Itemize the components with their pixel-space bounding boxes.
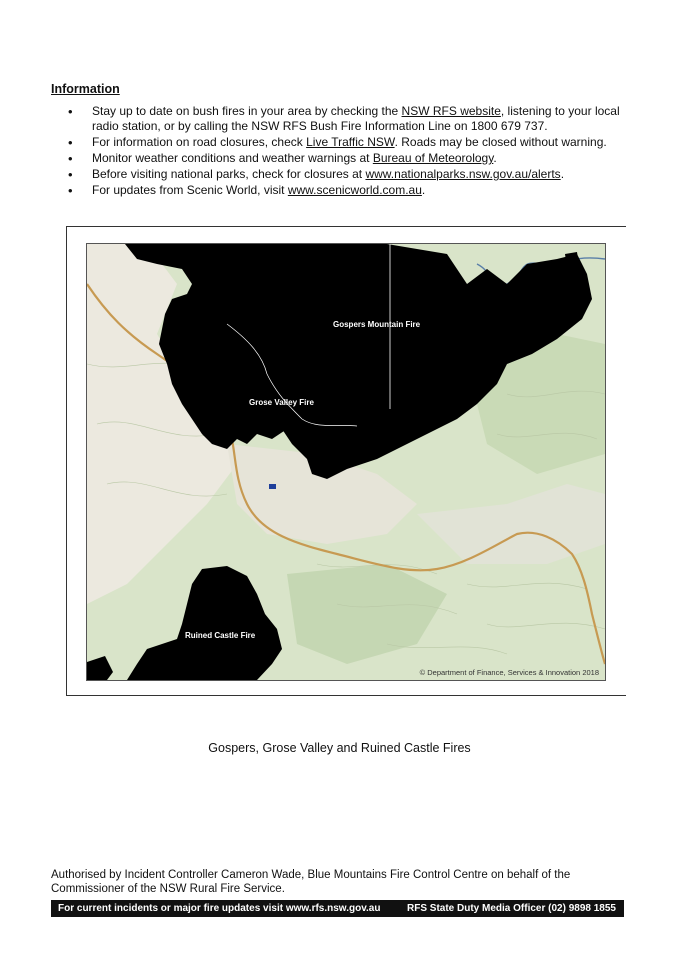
item-text: . bbox=[493, 151, 497, 165]
footer-bar bbox=[51, 900, 624, 917]
item-text: Before visiting national parks, check for closures at bbox=[92, 167, 366, 181]
bullet-icon: • bbox=[68, 151, 73, 166]
grose-valley-fire-label: Grose Valley Fire bbox=[249, 398, 314, 407]
bullet-icon: • bbox=[68, 135, 73, 150]
fire-map bbox=[86, 243, 606, 681]
item-text: For updates from Scenic World, visit bbox=[92, 183, 288, 197]
ruined-castle-fire-label: Ruined Castle Fire bbox=[185, 631, 256, 640]
item-text: Monitor weather conditions and weather warnings at bbox=[92, 151, 373, 165]
list-item bbox=[51, 183, 631, 198]
item-text: . bbox=[421, 183, 426, 197]
live-traffic-link[interactable]: Live Traffic NSW bbox=[306, 135, 395, 149]
item-text: , listening to your local radio station, or by calling the NSW RFS Bush Fire Information Line on 1800 679 737. bbox=[92, 104, 620, 133]
map-caption: Gospers, Grose Valley and Ruined Castle Fires bbox=[208, 741, 471, 755]
bureau-of-meteorology-link[interactable]: Bureau of Meteorology bbox=[372, 151, 494, 165]
information-heading: Information bbox=[51, 82, 120, 96]
item-text: For information on road closures, check bbox=[92, 135, 307, 149]
bullet-icon: • bbox=[68, 183, 73, 198]
gospers-mountain-fire-label: Gospers Mountain Fire bbox=[333, 320, 421, 329]
list-item bbox=[51, 104, 631, 134]
information-list bbox=[51, 104, 631, 199]
nsw-rfs-website-link[interactable]: NSW RFS website bbox=[401, 104, 501, 118]
fire-map-graphic bbox=[87, 244, 605, 680]
list-item bbox=[51, 135, 631, 150]
bullet-icon: • bbox=[68, 104, 73, 119]
fire-spot bbox=[565, 252, 579, 268]
incident-updates-text: For current incidents or major fire updates visit www.rfs.nsw.gov.au bbox=[58, 903, 381, 914]
national-parks-alerts-link[interactable]: www.nationalparks.nsw.gov.au/alerts bbox=[365, 167, 561, 181]
bullet-icon: • bbox=[68, 167, 73, 182]
list-item bbox=[51, 167, 631, 182]
location-marker-icon bbox=[269, 484, 276, 489]
map-copyright: © Department of Finance, Services & Innovation 2018 bbox=[419, 668, 599, 677]
item-text: Stay up to date on bush fires in your area by checking the bbox=[92, 104, 402, 118]
authorisation-note: Authorised by Incident Controller Cameron Wade, Blue Mountains Fire Control Centre on behalf of the Commissioner of the NSW Rural Fire Service. bbox=[51, 869, 571, 895]
scenic-world-link[interactable]: www.scenicworld.com.au bbox=[287, 183, 422, 197]
media-officer-text: RFS State Duty Media Officer (02) 9898 1855 bbox=[407, 903, 616, 914]
item-text: . bbox=[560, 167, 565, 181]
list-item bbox=[51, 151, 631, 166]
item-text: . Roads may be closed without warning. bbox=[394, 135, 607, 149]
